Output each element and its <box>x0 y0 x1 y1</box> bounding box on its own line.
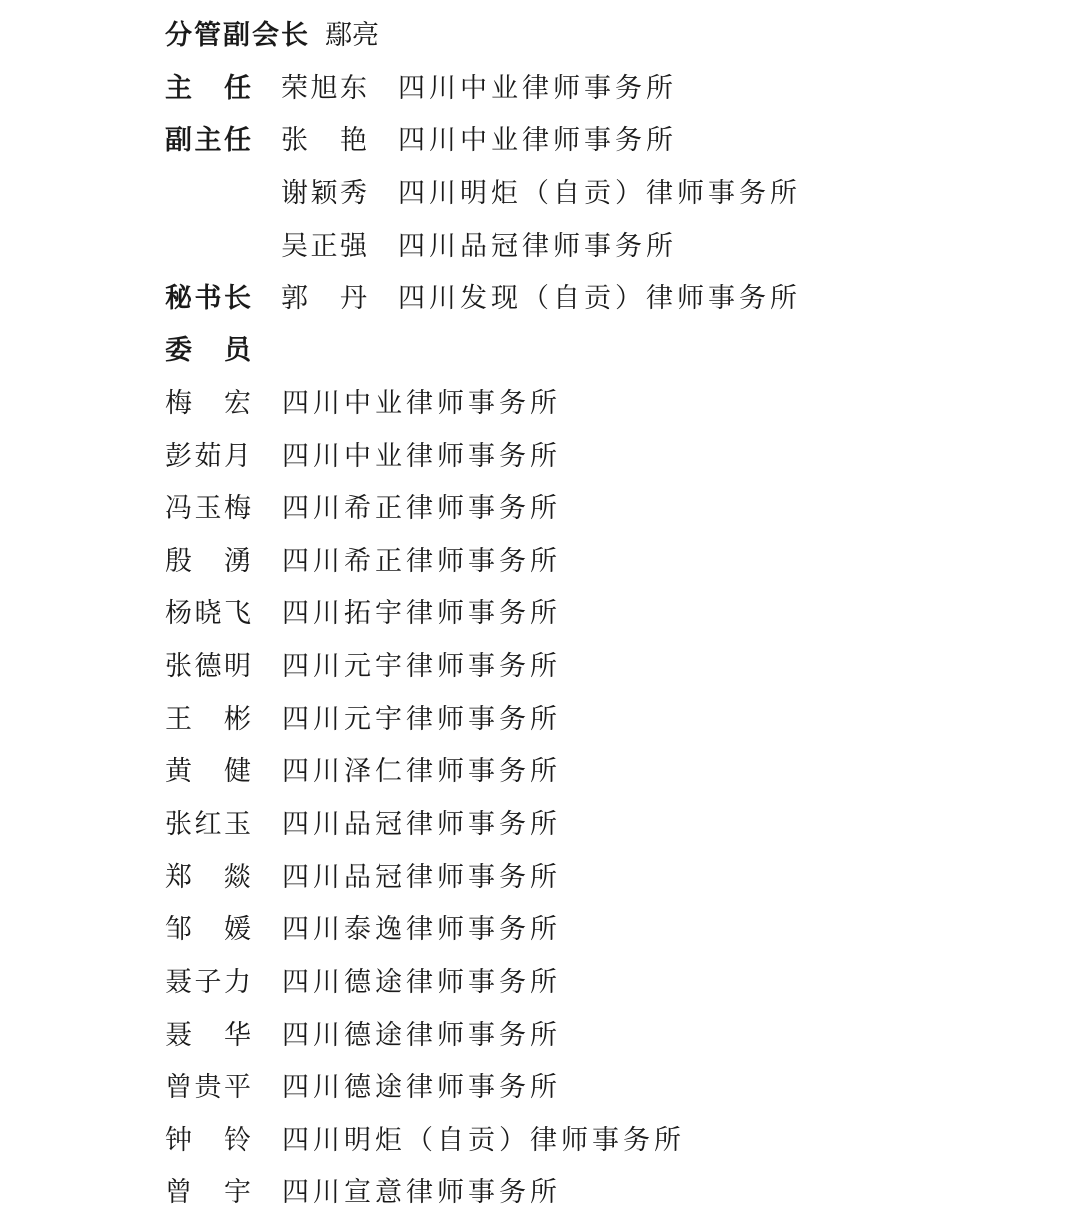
member-firm: 四川希正律师事务所 <box>282 493 561 524</box>
header-name: 鄢亮 <box>325 20 379 51</box>
member-firm: 四川德途律师事务所 <box>282 1020 561 1051</box>
member-firm: 四川德途律师事务所 <box>282 1072 561 1103</box>
member-name: 曾 宇 <box>165 1177 251 1208</box>
leader-role: 副 主 任 <box>165 125 251 156</box>
leader-role: 主 任 <box>165 73 251 104</box>
member-firm: 四川泰逸律师事务所 <box>282 914 561 945</box>
leader-name: 荣 旭 东 <box>281 73 367 104</box>
member-name: 钟 铃 <box>165 1125 251 1156</box>
leader-role: 秘 书 长 <box>165 283 251 314</box>
member-firm: 四川宣意律师事务所 <box>282 1177 561 1208</box>
member-firm: 四川中业律师事务所 <box>282 388 561 419</box>
member-firm: 四川德途律师事务所 <box>282 967 561 998</box>
leader-firm: 四川中业律师事务所 <box>398 73 677 104</box>
leader-firm: 四川品冠律师事务所 <box>398 231 677 262</box>
member-firm: 四川希正律师事务所 <box>282 546 561 577</box>
member-firm: 四川泽仁律师事务所 <box>282 756 561 787</box>
leader-name: 郭 丹 <box>281 283 367 314</box>
leader-name: 张 艳 <box>281 125 367 156</box>
member-name: 杨 晓 飞 <box>165 598 251 629</box>
member-name: 邹 媛 <box>165 914 251 945</box>
member-name: 聂 子 力 <box>165 967 251 998</box>
member-name: 聂 华 <box>165 1020 251 1051</box>
member-firm: 四川元宇律师事务所 <box>282 704 561 735</box>
member-name: 殷 湧 <box>165 546 251 577</box>
leader-firm: 四川发现（自贡）律师事务所 <box>398 283 801 314</box>
member-firm: 四川拓宇律师事务所 <box>282 598 561 629</box>
member-firm: 四川明炬（自贡）律师事务所 <box>282 1125 685 1156</box>
member-name: 黄 健 <box>165 756 251 787</box>
members-heading: 委 员 <box>165 335 251 366</box>
member-name: 王 彬 <box>165 704 251 735</box>
leader-firm: 四川中业律师事务所 <box>398 125 677 156</box>
leader-name: 谢 颖 秀 <box>281 178 367 209</box>
leader-name: 吴 正 强 <box>281 231 367 262</box>
member-name: 彭 茹 月 <box>165 441 251 472</box>
member-firm: 四川中业律师事务所 <box>282 441 561 472</box>
header-role: 分管副会长 <box>165 20 310 51</box>
member-name: 郑 燚 <box>165 862 251 893</box>
leader-firm: 四川明炬（自贡）律师事务所 <box>398 178 801 209</box>
member-firm: 四川品冠律师事务所 <box>282 809 561 840</box>
member-name: 曾 贵 平 <box>165 1072 251 1103</box>
member-name: 冯 玉 梅 <box>165 493 251 524</box>
member-firm: 四川元宇律师事务所 <box>282 651 561 682</box>
member-name: 梅 宏 <box>165 388 251 419</box>
member-name: 张 德 明 <box>165 651 251 682</box>
member-firm: 四川品冠律师事务所 <box>282 862 561 893</box>
member-name: 张 红 玉 <box>165 809 251 840</box>
